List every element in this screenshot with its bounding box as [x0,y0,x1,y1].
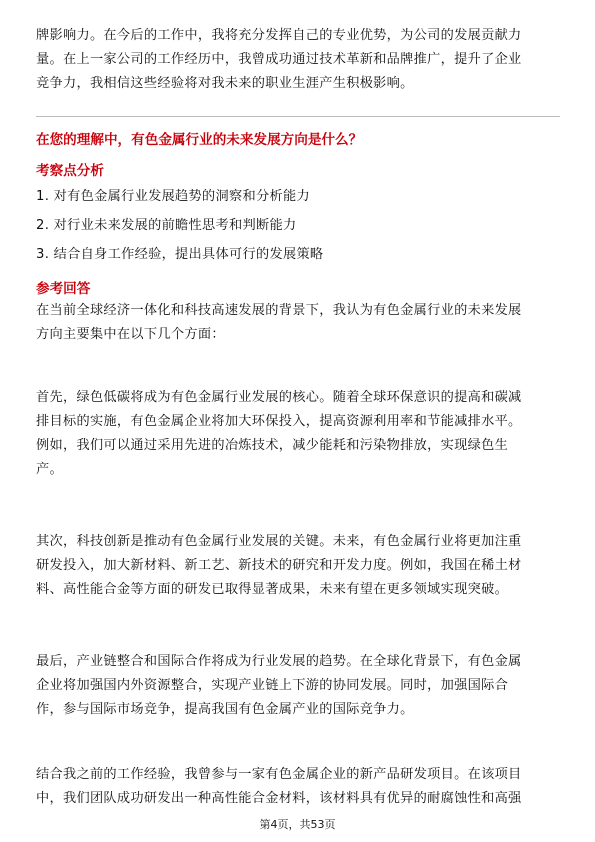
text-line: 量。在上一家公司的工作经历中，我曾成功通过技术革新和品牌推广，提升了企业 [36,52,522,67]
text-line: 在当前全球经济一体化和科技高速发展的背景下，我认为有色金属行业的未来发展 [36,303,522,318]
answer-paragraph [36,763,560,811]
page-number: 第4页，共53页 [259,818,336,831]
text-line: 研发投入，加大新材料、新工艺、新技术的研究和开发力度。例如，我国在稀土材 [36,558,522,573]
text-line: 作，参与国际市场竞争，提高我国有色金属产业的国际竞争力。 [36,702,414,717]
text-line: 中，我们团队成功研发出一种高性能合金材料，该材料具有优异的耐腐蚀性和高强 [36,791,522,806]
answer-paragraph [36,386,560,482]
text-line: 牌影响力。在今后的工作中，我将充分发挥自己的专业优势，为公司的发展贡献力 [36,28,522,43]
section-divider [36,116,560,117]
text-line: 方向主要集中在以下几个方面： [36,327,225,342]
analysis-item: 1. 对有色金属行业发展趋势的洞察和分析能力 [36,189,310,204]
text-line: 排目标的实施，有色金属企业将加大环保投入，提高资源利用率和节能减排水平。 [36,414,522,429]
answer-paragraph [36,299,560,347]
text-line: 产。 [36,462,63,477]
text-line: 结合我之前的工作经验，我曾参与一家有色金属企业的新产品研发项目。在该项目 [36,767,522,782]
text-line: 竞争力，我相信这些经验将对我未来的职业生涯产生积极影响。 [36,76,414,91]
answer-paragraph [36,530,560,602]
text-line: 最后，产业链整合和国际合作将成为行业发展的趋势。在全球化背景下，有色金属 [36,654,522,669]
analysis-heading: 考察点分析 [36,163,104,179]
text-line: 例如，我们可以通过采用先进的冶炼技术，减少能耗和污染物排放，实现绿色生 [36,438,509,453]
text-line: 首先，绿色低碳将成为有色金属行业发展的核心。随着全球环保意识的提高和碳减 [36,390,522,405]
text-line: 其次，科技创新是推动有色金属行业发展的关键。未来，有色金属行业将更加注重 [36,534,522,549]
text-line: 料、高性能合金等方面的研发已取得显著成果，未来有望在更多领域实现突破。 [36,582,509,597]
answer-paragraph [36,650,560,722]
text-line: 企业将加强国内外资源整合，实现产业链上下游的协同发展。同时，加强国际合 [36,678,509,693]
analysis-item: 2. 对行业未来发展的前瞻性思考和判断能力 [36,218,297,233]
answer-heading: 参考回答 [36,281,91,297]
intro-paragraph [36,24,560,96]
analysis-item: 3. 结合自身工作经验，提出具体可行的发展策略 [36,247,324,262]
question-heading: 在您的理解中，有色金属行业的未来发展方向是什么？ [36,132,363,148]
